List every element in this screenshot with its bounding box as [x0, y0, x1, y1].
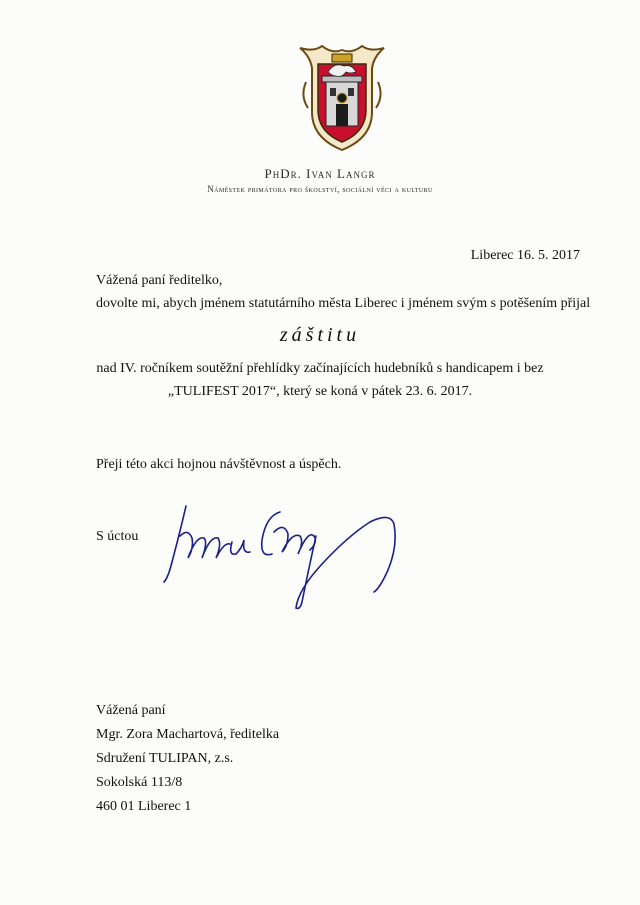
letter-date: Liberec 16. 5. 2017 — [470, 248, 580, 263]
recipient-line-4: Sokolská 113/8 — [96, 775, 183, 790]
recipient-line-2: Mgr. Zora Machartová, ředitelka — [96, 727, 280, 742]
sender-title: Náměstek primátora pro školství, sociální věci a kulturu — [207, 184, 433, 194]
sender-name: PhDr. Ivan Langr — [264, 166, 376, 181]
wish-sentence: Přeji této akci hojnou návštěvnost a úspěch. — [96, 457, 342, 472]
coat-of-arms-icon — [292, 42, 392, 154]
salutation: Vážená paní ředitelko, — [96, 273, 223, 288]
signature-icon — [158, 492, 418, 616]
recipient-line-3: Sdružení TULIPAN, z.s. — [96, 751, 234, 766]
letter-heading: záštitu — [279, 324, 361, 346]
body-line-1: nad IV. ročníkem soutěžní přehlídky začínajících hudebníků s handicapem i bez — [96, 361, 544, 376]
recipient-line-1: Vážená paní — [96, 703, 166, 718]
intro-paragraph: dovolte mi, abych jménem statutárního města Liberec i jménem svým s potěšením přijal — [96, 296, 591, 311]
recipient-line-5: 460 01 Liberec 1 — [96, 799, 192, 814]
body-line-2: „TULIFEST 2017“, který se koná v pátek 23. 6. 2017. — [167, 384, 473, 399]
closing: S úctou — [96, 529, 139, 544]
